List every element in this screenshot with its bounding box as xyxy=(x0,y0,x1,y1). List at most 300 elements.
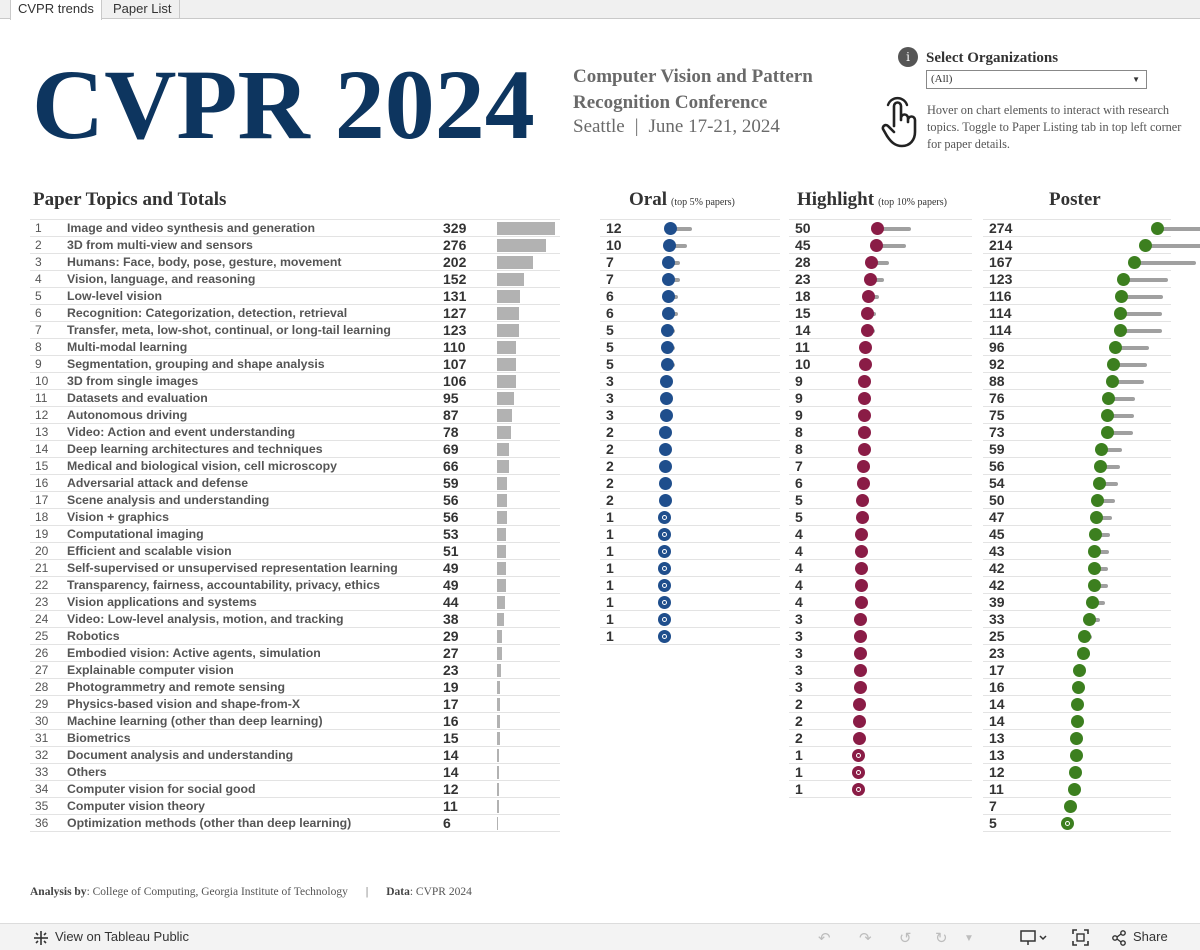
download-icon[interactable] xyxy=(1020,930,1048,946)
topic-rank: 36 xyxy=(35,816,49,830)
topic-total-bar[interactable] xyxy=(497,443,509,456)
topic-row[interactable] xyxy=(30,356,560,373)
oral-dot[interactable] xyxy=(662,256,675,269)
topic-total-bar[interactable] xyxy=(497,341,516,354)
topic-total-bar[interactable] xyxy=(497,528,506,541)
highlight-dot[interactable] xyxy=(854,613,867,626)
topic-name: Transparency, fairness, accountability, privacy, ethics xyxy=(67,578,381,592)
oral-dot[interactable] xyxy=(658,630,671,643)
oral-dot[interactable] xyxy=(662,290,675,303)
tab-paper-list[interactable]: Paper List xyxy=(106,0,180,19)
topic-row[interactable] xyxy=(30,543,560,560)
highlight-row[interactable] xyxy=(789,628,972,645)
highlight-dot[interactable] xyxy=(859,358,872,371)
highlight-dot[interactable] xyxy=(855,579,868,592)
topic-total-bar[interactable] xyxy=(497,222,555,235)
oral-dot[interactable] xyxy=(658,579,671,592)
poster-row[interactable] xyxy=(983,322,1171,339)
oral-row[interactable] xyxy=(600,492,780,509)
oral-row[interactable] xyxy=(600,288,780,305)
poster-dot[interactable] xyxy=(1102,392,1115,405)
poster-row[interactable] xyxy=(983,305,1171,322)
topic-total-bar[interactable] xyxy=(497,681,500,694)
poster-row[interactable] xyxy=(983,798,1171,815)
poster-dot[interactable] xyxy=(1073,664,1086,677)
topic-row[interactable] xyxy=(30,424,560,441)
poster-row[interactable] xyxy=(983,458,1171,475)
topic-row[interactable] xyxy=(30,815,560,832)
topic-total-bar[interactable] xyxy=(497,358,516,371)
topic-total-bar[interactable] xyxy=(497,273,524,286)
oral-dot[interactable] xyxy=(663,239,676,252)
poster-dot[interactable] xyxy=(1107,358,1120,371)
highlight-dot[interactable] xyxy=(857,460,870,473)
poster-row[interactable] xyxy=(983,730,1171,747)
poster-dot[interactable] xyxy=(1064,800,1077,813)
topic-row[interactable] xyxy=(30,781,560,798)
highlight-dot[interactable] xyxy=(855,545,868,558)
topic-row[interactable] xyxy=(30,662,560,679)
highlight-dot[interactable] xyxy=(856,511,869,524)
topic-total-bar[interactable] xyxy=(497,545,506,558)
topic-total-bar[interactable] xyxy=(497,749,499,762)
highlight-dot[interactable] xyxy=(857,477,870,490)
highlight-dot[interactable] xyxy=(855,562,868,575)
topic-total-bar[interactable] xyxy=(497,613,504,626)
oral-row[interactable] xyxy=(600,577,780,594)
topic-row[interactable] xyxy=(30,390,560,407)
topic-row[interactable] xyxy=(30,254,560,271)
topic-total-bar[interactable] xyxy=(497,375,516,388)
highlight-row[interactable] xyxy=(789,424,972,441)
oral-dot[interactable] xyxy=(661,324,674,337)
oral-dot[interactable] xyxy=(659,426,672,439)
poster-row[interactable] xyxy=(983,407,1171,424)
oral-row[interactable] xyxy=(600,356,780,373)
topic-row[interactable] xyxy=(30,322,560,339)
oral-dot[interactable] xyxy=(658,596,671,609)
oral-row[interactable] xyxy=(600,509,780,526)
oral-dot[interactable] xyxy=(658,511,671,524)
topic-row[interactable] xyxy=(30,492,560,509)
poster-dot[interactable] xyxy=(1091,494,1104,507)
highlight-dot[interactable] xyxy=(858,392,871,405)
oral-row[interactable] xyxy=(600,441,780,458)
topic-rank: 10 xyxy=(35,374,49,388)
poster-row[interactable] xyxy=(983,237,1171,254)
poster-dot[interactable] xyxy=(1114,324,1127,337)
highlight-row[interactable] xyxy=(789,390,972,407)
topic-total: 95 xyxy=(443,390,459,406)
poster-row[interactable] xyxy=(983,611,1171,628)
poster-row[interactable] xyxy=(983,220,1171,237)
poster-row[interactable] xyxy=(983,492,1171,509)
oral-row[interactable] xyxy=(600,628,780,645)
oral-dot[interactable] xyxy=(658,545,671,558)
oral-dot[interactable] xyxy=(659,460,672,473)
topic-total-bar[interactable] xyxy=(497,732,500,745)
highlight-dot[interactable] xyxy=(864,273,877,286)
poster-row[interactable] xyxy=(983,679,1171,696)
highlight-dot[interactable] xyxy=(858,409,871,422)
highlight-dot[interactable] xyxy=(852,749,865,762)
highlight-row[interactable] xyxy=(789,288,972,305)
highlight-row[interactable] xyxy=(789,373,972,390)
oral-dot[interactable] xyxy=(660,375,673,388)
highlight-row[interactable] xyxy=(789,747,972,764)
view-on-tableau-link[interactable]: View on Tableau Public xyxy=(55,929,189,944)
topic-total-bar[interactable] xyxy=(497,494,507,507)
oral-dot[interactable] xyxy=(662,307,675,320)
topic-total-bar[interactable] xyxy=(497,579,506,592)
highlight-dot[interactable] xyxy=(853,698,866,711)
highlight-row[interactable] xyxy=(789,407,972,424)
highlight-dot[interactable] xyxy=(858,443,871,456)
highlight-row[interactable] xyxy=(789,764,972,781)
poster-dot[interactable] xyxy=(1094,460,1107,473)
poster-dot[interactable] xyxy=(1070,749,1083,762)
topic-total-bar[interactable] xyxy=(497,460,509,473)
topic-total-bar[interactable] xyxy=(497,290,520,303)
topic-row[interactable] xyxy=(30,288,560,305)
oral-dot[interactable] xyxy=(661,341,674,354)
poster-dot[interactable] xyxy=(1071,715,1084,728)
highlight-row[interactable] xyxy=(789,645,972,662)
poster-dot[interactable] xyxy=(1093,477,1106,490)
poster-row[interactable] xyxy=(983,254,1171,271)
topic-row[interactable] xyxy=(30,679,560,696)
topic-total: 17 xyxy=(443,696,459,712)
topic-rank: 2 xyxy=(35,238,42,252)
chevron-down-icon[interactable]: ▼ xyxy=(964,933,974,944)
highlight-row[interactable] xyxy=(789,543,972,560)
poster-row[interactable] xyxy=(983,696,1171,713)
poster-dot[interactable] xyxy=(1072,681,1085,694)
info-icon[interactable]: i xyxy=(898,47,918,67)
topic-row[interactable] xyxy=(30,237,560,254)
oral-row[interactable] xyxy=(600,237,780,254)
topic-row[interactable] xyxy=(30,594,560,611)
revert-icon[interactable]: ↺ xyxy=(899,930,912,947)
topic-total-bar[interactable] xyxy=(497,817,498,830)
topic-rank: 3 xyxy=(35,255,42,269)
highlight-dot[interactable] xyxy=(854,681,867,694)
poster-count: 114 xyxy=(989,322,1012,338)
topic-total-bar[interactable] xyxy=(497,239,546,252)
poster-row[interactable] xyxy=(983,509,1171,526)
poster-row[interactable] xyxy=(983,747,1171,764)
topic-name: 3D from multi-view and sensors xyxy=(67,238,253,252)
poster-row[interactable] xyxy=(983,339,1171,356)
topic-rank: 12 xyxy=(35,408,49,422)
poster-dot[interactable] xyxy=(1101,426,1114,439)
oral-row[interactable] xyxy=(600,220,780,237)
poster-row[interactable] xyxy=(983,781,1171,798)
poster-row[interactable] xyxy=(983,356,1171,373)
oral-dot[interactable] xyxy=(662,273,675,286)
highlight-dot[interactable] xyxy=(858,375,871,388)
highlight-row[interactable] xyxy=(789,730,972,747)
highlight-row[interactable] xyxy=(789,492,972,509)
oral-row[interactable] xyxy=(600,305,780,322)
highlight-row[interactable] xyxy=(789,475,972,492)
highlight-row[interactable] xyxy=(789,611,972,628)
topic-total-bar[interactable] xyxy=(497,664,501,677)
poster-dot[interactable] xyxy=(1117,273,1130,286)
highlight-row[interactable] xyxy=(789,679,972,696)
poster-distribution[interactable] xyxy=(1132,261,1196,265)
highlight-dot[interactable] xyxy=(852,766,865,779)
topic-total: 49 xyxy=(443,577,459,593)
topic-total-bar[interactable] xyxy=(497,324,519,337)
poster-dot[interactable] xyxy=(1061,817,1074,830)
poster-dot[interactable] xyxy=(1095,443,1108,456)
oral-dot[interactable] xyxy=(659,443,672,456)
share-button[interactable]: Share xyxy=(1133,929,1168,944)
oral-row[interactable] xyxy=(600,271,780,288)
redo-icon[interactable]: ↷ xyxy=(859,930,872,947)
poster-dot[interactable] xyxy=(1068,783,1081,796)
poster-dot[interactable] xyxy=(1070,732,1083,745)
highlight-dot[interactable] xyxy=(871,222,884,235)
topic-total-bar[interactable] xyxy=(497,256,533,269)
poster-dot[interactable] xyxy=(1114,307,1127,320)
poster-row[interactable] xyxy=(983,441,1171,458)
topic-total-bar[interactable] xyxy=(497,511,507,524)
poster-row[interactable] xyxy=(983,390,1171,407)
highlight-row[interactable] xyxy=(789,220,972,237)
poster-dot[interactable] xyxy=(1088,562,1101,575)
oral-row[interactable] xyxy=(600,322,780,339)
highlight-dot[interactable] xyxy=(870,239,883,252)
topic-total-bar[interactable] xyxy=(497,392,514,405)
oral-row[interactable] xyxy=(600,611,780,628)
topic-total-bar[interactable] xyxy=(497,307,519,320)
poster-row[interactable] xyxy=(983,543,1171,560)
highlight-row[interactable] xyxy=(789,271,972,288)
oral-row[interactable] xyxy=(600,458,780,475)
highlight-row[interactable] xyxy=(789,594,972,611)
oral-header xyxy=(629,189,735,211)
topic-row[interactable] xyxy=(30,611,560,628)
highlight-dot[interactable] xyxy=(853,715,866,728)
oral-dot[interactable] xyxy=(660,392,673,405)
highlight-dot[interactable] xyxy=(854,647,867,660)
highlight-row[interactable] xyxy=(789,305,972,322)
poster-dot[interactable] xyxy=(1088,545,1101,558)
oral-dot[interactable] xyxy=(660,409,673,422)
topic-row[interactable] xyxy=(30,339,560,356)
topic-row[interactable] xyxy=(30,475,560,492)
topic-total-bar[interactable] xyxy=(497,800,499,813)
oral-row[interactable] xyxy=(600,543,780,560)
poster-dot[interactable] xyxy=(1128,256,1141,269)
fullscreen-icon[interactable] xyxy=(1072,929,1089,946)
highlight-dot[interactable] xyxy=(859,341,872,354)
highlight-row[interactable] xyxy=(789,322,972,339)
highlight-row[interactable] xyxy=(789,509,972,526)
topic-total-bar[interactable] xyxy=(497,477,507,490)
poster-count: 96 xyxy=(989,339,1005,355)
topic-row[interactable] xyxy=(30,798,560,815)
highlight-dot[interactable] xyxy=(855,528,868,541)
topic-row[interactable] xyxy=(30,628,560,645)
topic-total-bar[interactable] xyxy=(497,562,506,575)
undo-icon[interactable]: ↶ xyxy=(818,930,831,947)
poster-dot[interactable] xyxy=(1151,222,1164,235)
topic-row[interactable] xyxy=(30,220,560,237)
poster-row[interactable] xyxy=(983,424,1171,441)
poster-count: 76 xyxy=(989,390,1005,406)
poster-row[interactable] xyxy=(983,475,1171,492)
highlight-row[interactable] xyxy=(789,781,972,798)
poster-dot[interactable] xyxy=(1109,341,1122,354)
highlight-row[interactable] xyxy=(789,662,972,679)
oral-dot[interactable] xyxy=(658,613,671,626)
poster-row[interactable] xyxy=(983,645,1171,662)
topic-total-bar[interactable] xyxy=(497,409,512,422)
topic-row[interactable] xyxy=(30,577,560,594)
highlight-dot[interactable] xyxy=(858,426,871,439)
highlight-row[interactable] xyxy=(789,339,972,356)
oral-dot[interactable] xyxy=(661,358,674,371)
poster-row[interactable] xyxy=(983,628,1171,645)
poster-dot[interactable] xyxy=(1115,290,1128,303)
topic-row[interactable] xyxy=(30,271,560,288)
poster-dot[interactable] xyxy=(1069,766,1082,779)
poster-row[interactable] xyxy=(983,288,1171,305)
topic-total-bar[interactable] xyxy=(497,783,499,796)
topic-row[interactable] xyxy=(30,509,560,526)
poster-dot[interactable] xyxy=(1083,613,1096,626)
poster-row[interactable] xyxy=(983,271,1171,288)
poster-dot[interactable] xyxy=(1089,528,1102,541)
topic-row[interactable] xyxy=(30,526,560,543)
highlight-dot[interactable] xyxy=(862,290,875,303)
oral-dot[interactable] xyxy=(659,477,672,490)
poster-dot[interactable] xyxy=(1101,409,1114,422)
topic-row[interactable] xyxy=(30,305,560,322)
highlight-dot[interactable] xyxy=(861,324,874,337)
topic-row[interactable] xyxy=(30,764,560,781)
poster-row[interactable] xyxy=(983,713,1171,730)
poster-dot[interactable] xyxy=(1106,375,1119,388)
highlight-row[interactable] xyxy=(789,356,972,373)
topic-total-bar[interactable] xyxy=(497,630,502,643)
conference-separator: | xyxy=(634,116,639,137)
tab-cvpr-trends[interactable]: CVPR trends xyxy=(10,0,102,20)
topic-rank: 33 xyxy=(35,765,49,779)
oral-dot[interactable] xyxy=(658,562,671,575)
highlight-count: 15 xyxy=(795,305,811,321)
highlight-dot[interactable] xyxy=(865,256,878,269)
poster-dot[interactable] xyxy=(1090,511,1103,524)
topic-total: 14 xyxy=(443,764,459,780)
topic-row[interactable] xyxy=(30,713,560,730)
highlight-dot[interactable] xyxy=(853,732,866,745)
highlight-row[interactable] xyxy=(789,560,972,577)
poster-row[interactable] xyxy=(983,764,1171,781)
poster-dot[interactable] xyxy=(1086,596,1099,609)
poster-row[interactable] xyxy=(983,526,1171,543)
poster-row[interactable] xyxy=(983,662,1171,679)
highlight-dot[interactable] xyxy=(861,307,874,320)
topic-row[interactable] xyxy=(30,560,560,577)
oral-row[interactable] xyxy=(600,475,780,492)
oral-dot[interactable] xyxy=(664,222,677,235)
poster-row[interactable] xyxy=(983,373,1171,390)
topic-rank: 18 xyxy=(35,510,49,524)
poster-row[interactable] xyxy=(983,594,1171,611)
oral-row[interactable] xyxy=(600,526,780,543)
poster-dot[interactable] xyxy=(1078,630,1091,643)
topic-total-bar[interactable] xyxy=(497,698,500,711)
topic-total-bar[interactable] xyxy=(497,426,511,439)
poster-dot[interactable] xyxy=(1088,579,1101,592)
highlight-dot[interactable] xyxy=(856,494,869,507)
poster-row[interactable] xyxy=(983,560,1171,577)
refresh-icon[interactable]: ↻ xyxy=(935,930,948,947)
highlight-row[interactable] xyxy=(789,577,972,594)
poster-dot[interactable] xyxy=(1139,239,1152,252)
topic-row[interactable] xyxy=(30,730,560,747)
oral-row[interactable] xyxy=(600,407,780,424)
highlight-row[interactable] xyxy=(789,237,972,254)
topic-row[interactable] xyxy=(30,407,560,424)
highlight-row[interactable] xyxy=(789,526,972,543)
topic-total-bar[interactable] xyxy=(497,766,499,779)
topic-total-bar[interactable] xyxy=(497,715,500,728)
poster-dot[interactable] xyxy=(1077,647,1090,660)
topic-total-bar[interactable] xyxy=(497,596,505,609)
topic-row[interactable] xyxy=(30,373,560,390)
topic-total-bar[interactable] xyxy=(497,647,502,660)
share-icon[interactable] xyxy=(1111,930,1127,946)
oral-row[interactable] xyxy=(600,560,780,577)
highlight-count: 2 xyxy=(795,713,803,729)
organization-select[interactable] xyxy=(926,70,1147,89)
topic-row[interactable] xyxy=(30,645,560,662)
highlight-row[interactable] xyxy=(789,254,972,271)
oral-row[interactable] xyxy=(600,373,780,390)
oral-row[interactable] xyxy=(600,390,780,407)
oral-row[interactable] xyxy=(600,254,780,271)
topic-total: 23 xyxy=(443,662,459,678)
poster-dot[interactable] xyxy=(1071,698,1084,711)
highlight-dot[interactable] xyxy=(854,664,867,677)
topic-row[interactable] xyxy=(30,696,560,713)
highlight-dot[interactable] xyxy=(855,596,868,609)
oral-note: (top 5% papers) xyxy=(671,197,735,208)
highlight-dot[interactable] xyxy=(854,630,867,643)
highlight-row[interactable] xyxy=(789,713,972,730)
poster-row[interactable] xyxy=(983,815,1171,832)
highlight-dot[interactable] xyxy=(852,783,865,796)
topic-row[interactable] xyxy=(30,441,560,458)
topic-row[interactable] xyxy=(30,747,560,764)
poster-row[interactable] xyxy=(983,577,1171,594)
highlight-row[interactable] xyxy=(789,458,972,475)
oral-dot[interactable] xyxy=(659,494,672,507)
oral-row[interactable] xyxy=(600,594,780,611)
highlight-row[interactable] xyxy=(789,696,972,713)
oral-row[interactable] xyxy=(600,339,780,356)
topic-row[interactable] xyxy=(30,458,560,475)
highlight-row[interactable] xyxy=(789,441,972,458)
poster-count: 50 xyxy=(989,492,1005,508)
oral-dot[interactable] xyxy=(658,528,671,541)
oral-row[interactable] xyxy=(600,424,780,441)
